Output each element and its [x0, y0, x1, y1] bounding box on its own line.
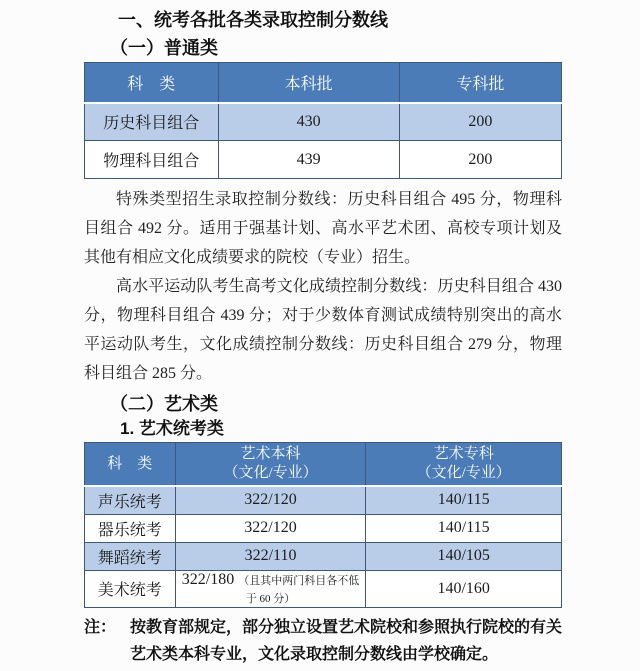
table-row — [85, 486, 562, 514]
document-content — [84, 8, 562, 668]
table-row — [85, 141, 562, 179]
table-row — [85, 570, 562, 607]
cell-junior-college-score: 200 — [399, 141, 561, 179]
cell-junior-college-score: 140/115 — [366, 514, 562, 542]
header-cell-art-junior-college: 艺术专科 （文化/专业） — [366, 443, 562, 487]
paragraph-special-admission: 特殊类型招生录取控制分数线：历史科目组合 495 分，物理科目组合 492 分。适用于强基计划、高水平艺术团、高校专项计划及其他有相应文化成绩要求的院校（专业）招生。 — [84, 191, 562, 266]
header-cell-category: 科 类 — [85, 443, 176, 487]
cell-category: 美术统考 — [85, 570, 176, 607]
header-cell-undergraduate: 本科批 — [218, 63, 399, 103]
cell-undergraduate-score: 430 — [218, 103, 399, 141]
cell-undergraduate-score: 439 — [218, 141, 399, 179]
table-row — [85, 103, 562, 141]
cell-undergraduate-score: 322/110 — [175, 542, 366, 570]
cell-category: 舞蹈统考 — [85, 542, 176, 570]
cell-undergraduate-score: 322/120 — [175, 514, 366, 542]
cell-junior-college-score: 140/105 — [366, 542, 562, 570]
ordinary-score-table — [84, 62, 562, 179]
table-header-row — [85, 63, 562, 103]
section-heading-art: （二）艺术类 — [110, 394, 218, 414]
cell-undergraduate-score: 322/180 （且其中两门科目各不低于 60 分） — [175, 570, 366, 607]
cell-category: 历史科目组合 — [85, 103, 219, 141]
main-heading: 一、统考各批各类录取控制分数线 — [118, 10, 388, 30]
header-cell-junior-college: 专科批 — [399, 63, 561, 103]
cell-score-condition: （且其中两门科目各不低于 60 分） — [238, 574, 360, 605]
footnote — [84, 614, 563, 668]
table-row — [85, 542, 562, 570]
cell-category: 器乐统考 — [85, 514, 176, 542]
footnote-text: 按教育部规定，部分独立设置艺术院校和参照执行院校的有关艺术类本科专业，文化录取控制分数线由学校确定。 — [130, 618, 563, 663]
cell-junior-college-score: 200 — [399, 103, 561, 141]
paragraph-sports-team: 高水平运动队考生高考文化成绩控制分数线：历史科目组合 430 分，物理科目组合 439 分；对于少数体育测试成绩特别突出的高水平运动队考生，文化成绩控制分数线：历史科目组合 279 分，物理科目组合 285 分。 — [84, 278, 562, 382]
section-heading-ordinary: （一）普通类 — [110, 38, 218, 58]
header-cell-category: 科 类 — [85, 63, 219, 103]
subsection-heading-art-unified: 1. 艺术统考类 — [120, 419, 224, 438]
table-row — [85, 514, 562, 542]
cell-category: 声乐统考 — [85, 486, 176, 514]
cell-undergraduate-score: 322/120 — [175, 486, 366, 514]
table-header-row — [85, 443, 562, 487]
cell-category: 物理科目组合 — [85, 141, 219, 179]
header-cell-art-undergraduate: 艺术本科 （文化/专业） — [175, 443, 366, 487]
cell-junior-college-score: 140/160 — [366, 570, 562, 607]
art-score-table — [84, 442, 562, 608]
footnote-label: 注： — [84, 618, 117, 636]
cell-junior-college-score: 140/115 — [366, 486, 562, 514]
